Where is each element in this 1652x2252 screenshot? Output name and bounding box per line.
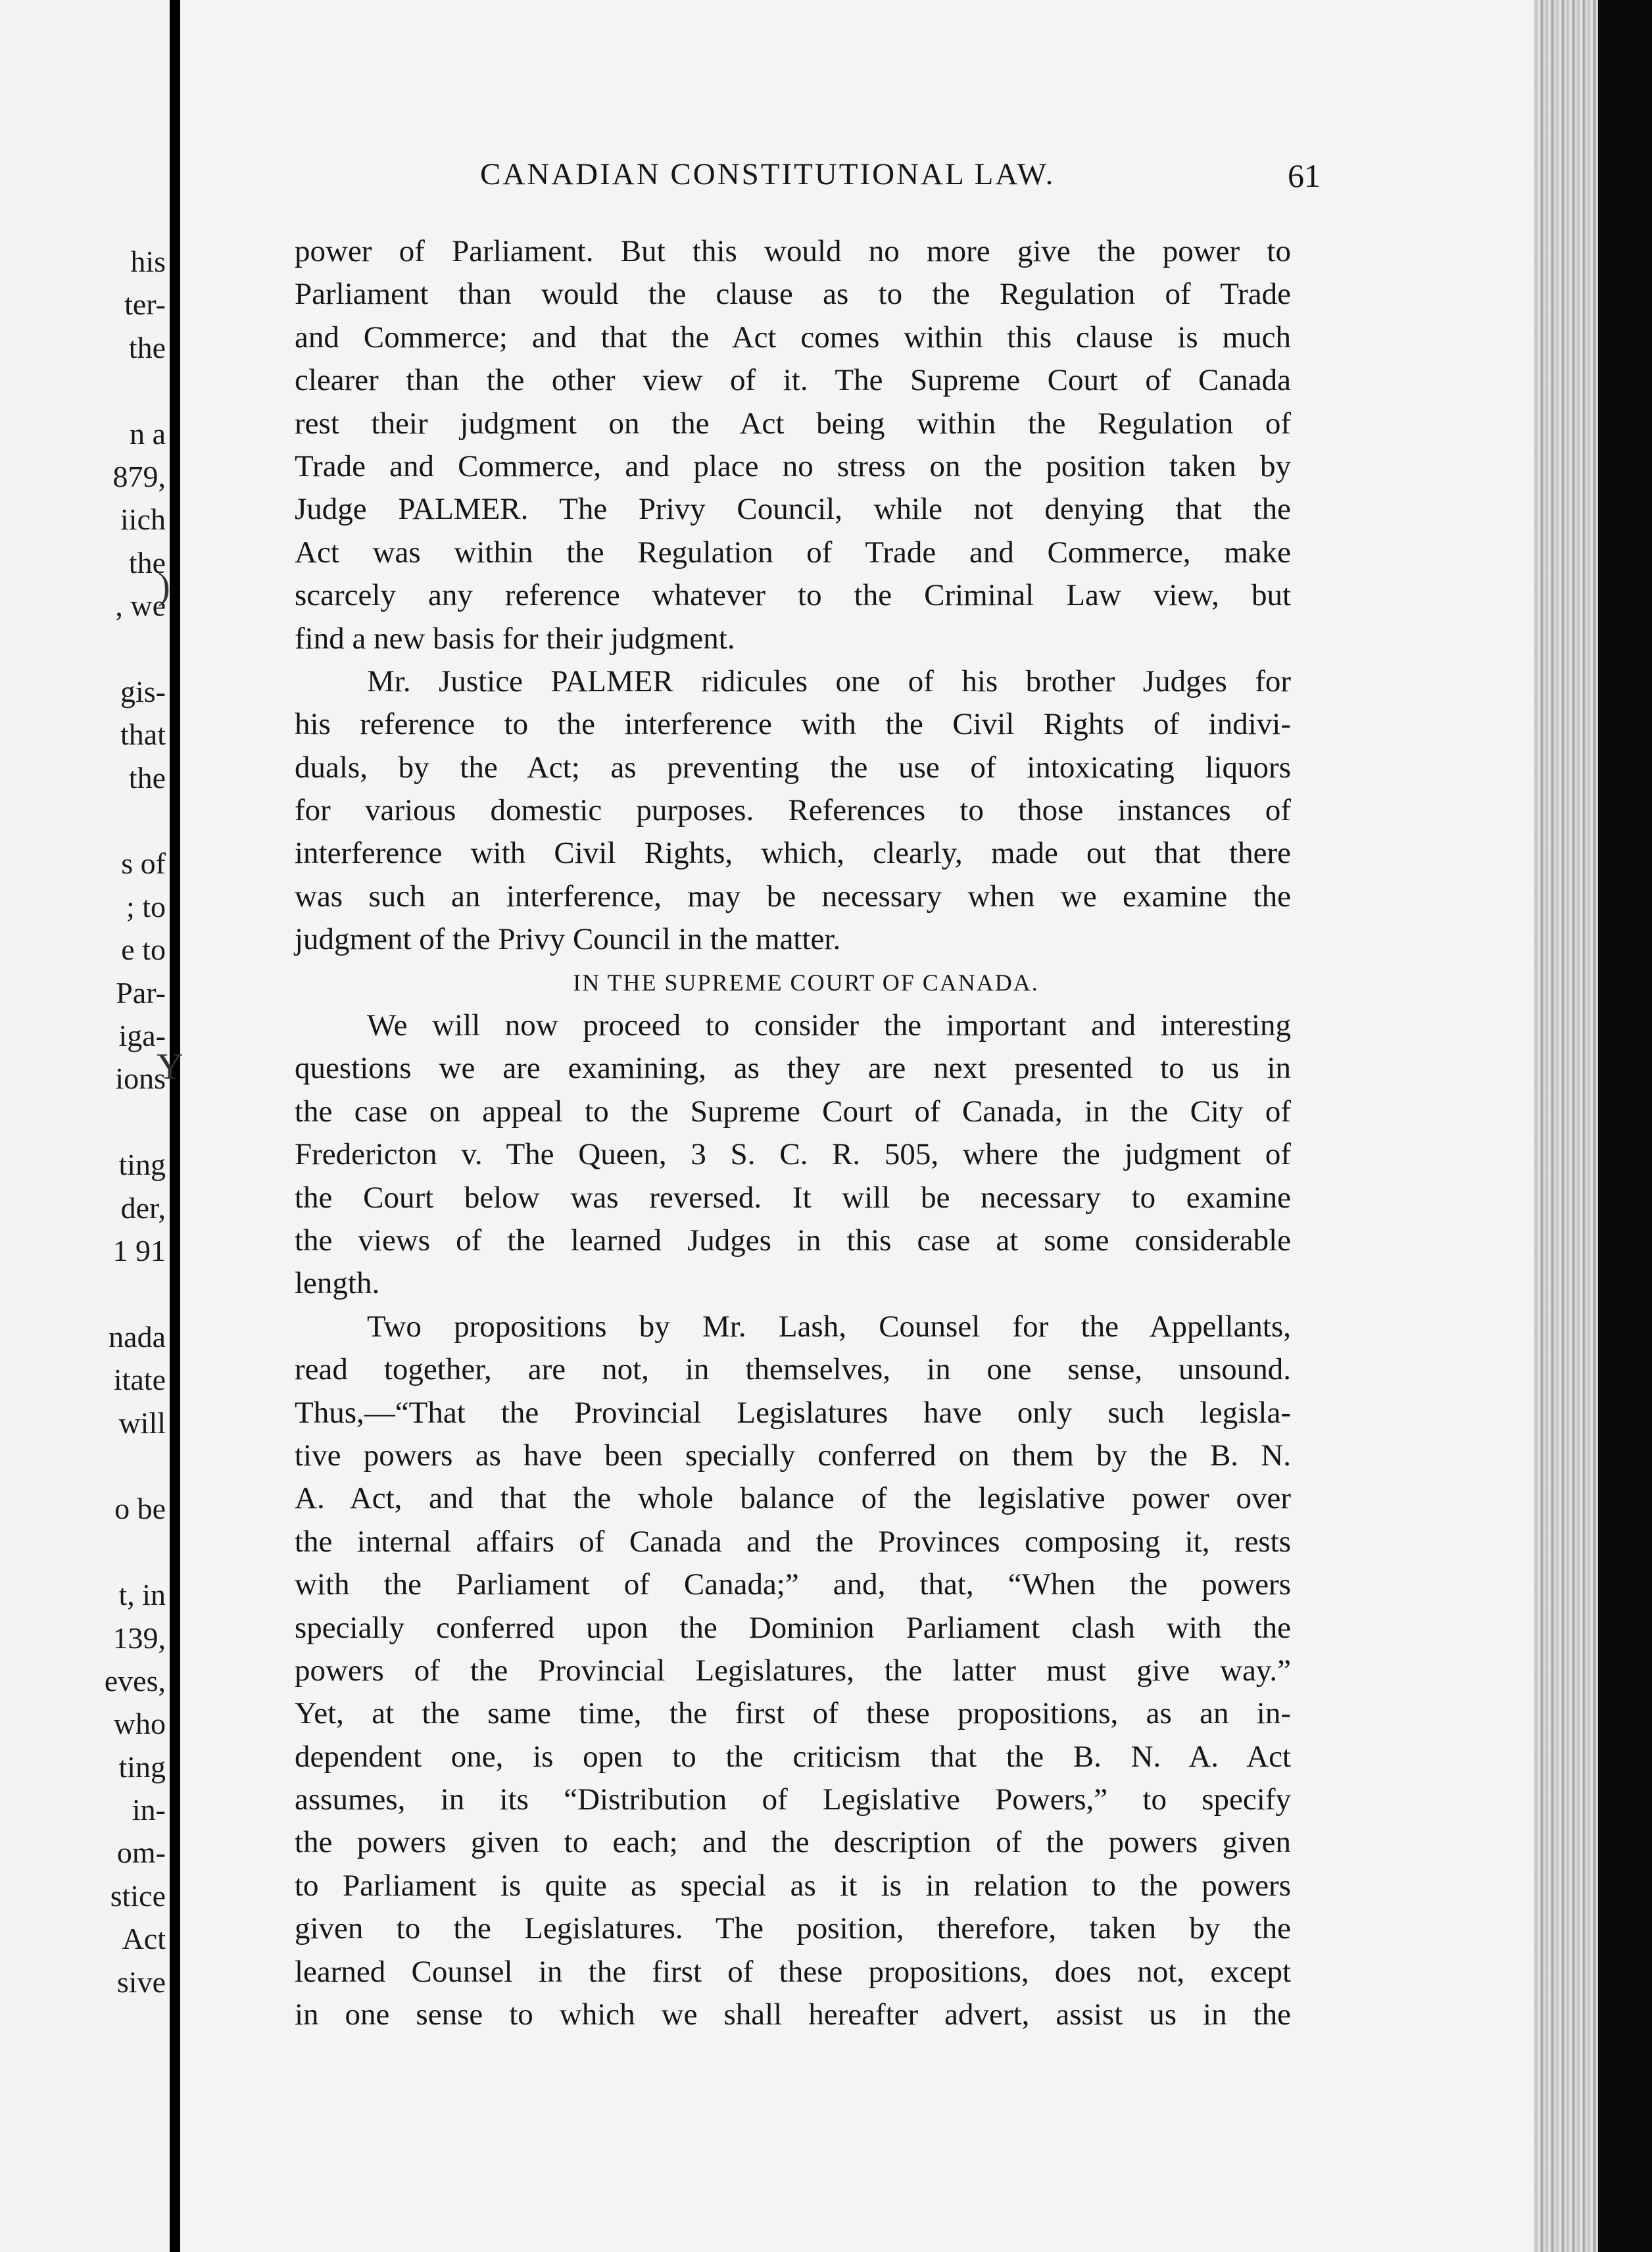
left-page-fragment [1,1444,166,1487]
text-line: was such an interference, may be necessary when we examine the [295,879,1291,914]
text-line: find a new basis for their judgment. [295,621,735,656]
left-page-fragment: 879, [112,459,166,493]
text-line: We will now proceed to consider the important and interesting [367,1008,1291,1043]
left-page-fragment: 1 91 [112,1233,166,1267]
text-line: duals, by the Act; as preventing the use of intoxicating liquors [295,750,1291,785]
left-page-fragment [1,1100,166,1143]
section-heading: IN THE SUPREME COURT OF CANADA. [573,969,1039,996]
text-line: read together, are not, in themselves, in one sense, unsound. [295,1352,1291,1387]
left-page-fragment: ; to [126,889,166,923]
left-page-fragment: t, in [118,1578,166,1612]
text-line: Mr. Justice PALMER ridicules one of his brother Judges for [367,664,1291,698]
left-page-fragment: ting [118,1148,166,1182]
left-page-fragment [1,627,166,670]
left-page-fragment: who [113,1707,166,1741]
text-line: and Commerce; and that the Act comes within this clause is much [295,320,1291,355]
text-line: power of Parliament. But this would no more give the power to [295,234,1291,268]
left-page-fragment [1,369,166,412]
text-line: powers of the Provincial Legislatures, the latter must give way.” [295,1653,1291,1688]
left-page-fragment: that [120,718,166,752]
text-line: Judge PALMER. The Privy Council, while not denying that the [295,492,1291,527]
left-page-fragment: ions [115,1062,166,1096]
left-page-fragment: o be [114,1492,166,1526]
left-page-fragment: eves, [104,1663,166,1698]
text-line: Thus,—“That the Provincial Legislatures have only such legisla- [295,1395,1291,1430]
left-page-fragment: the [128,760,166,795]
left-page-fragment: the [128,545,166,579]
text-line: with the Parliament of Canada;” and, that, “When the powers [295,1567,1291,1602]
text-line: length. [295,1266,380,1301]
text-line: given to the Legislatures. The position, therefore, taken by the [295,1911,1291,1946]
left-page-fragment: will [118,1406,166,1440]
left-page-fragment: n a [130,416,166,451]
text-line: Two propositions by Mr. Lash, Counsel for the Appellants, [367,1309,1291,1344]
text-line: interference with Civil Rights, which, clearly, made out that there [295,836,1291,871]
body-text [295,230,1291,2036]
text-line: tive powers as have been specially conferred on them by the B. N. [295,1438,1291,1473]
text-line: learned Counsel in the first of these propositions, does not, except [295,1954,1291,1989]
left-page-fragment: e to [121,933,166,967]
text-line: for various domestic purposes. References to those instances of [295,793,1291,828]
binding-mark-icon: Y [157,1046,183,1087]
text-line: assumes, in its “Distribution of Legislative Powers,” to specify [295,1782,1291,1817]
text-line: the Court below was reversed. It will be necessary to examine [295,1180,1291,1215]
left-page-fragment: nada [109,1319,166,1354]
left-page-fragment [1,799,166,842]
text-line: in one sense to which we shall hereafter advert, assist us in the [295,1997,1291,2032]
text-line: clearer than the other view of it. The Supreme Court of Canada [295,363,1291,398]
text-line: his reference to the interference with the Civil Rights of indivi- [295,707,1291,742]
scan-border [1598,0,1652,2252]
text-line: specially conferred upon the Dominion Parliament clash with the [295,1610,1291,1645]
text-line: the case on appeal to the Supreme Court of Canada, in the City of [295,1094,1291,1129]
text-line: Parliament than would the clause as to the Regulation of Trade [295,277,1291,312]
left-page-fragment [1,1272,166,1315]
left-page-fragment [1,1530,166,1573]
left-page-fragment: sive [116,1965,166,1999]
text-line: dependent one, is open to the criticism that the B. N. A. Act [295,1739,1291,1774]
text-line: Yet, at the same time, the first of these propositions, as an in- [295,1696,1291,1731]
text-line: judgment of the Privy Council in the matter. [295,922,841,957]
left-page-fragment: stice [110,1878,166,1913]
left-page-fragment: ting [118,1750,166,1784]
left-page-fragment: iga- [118,1019,166,1053]
text-line: to Parliament is quite as special as it is in relation to the powers [295,1868,1291,1903]
left-page-fragment: iich [120,502,166,537]
left-page-fragment: Act [122,1922,166,1956]
left-page-fragment: gis- [120,674,166,708]
left-page-fragment: om- [116,1836,166,1870]
left-facing-page [0,0,170,2252]
left-page-fragment: ter- [124,287,166,322]
text-line: questions we are examining, as they are next presented to us in [295,1051,1291,1086]
text-line: A. Act, and that the whole balance of the legislative power over [295,1481,1291,1516]
left-page-fragment: s of [121,846,166,881]
left-page-text-fragments [1,240,166,2003]
left-page-fragment: the [128,330,166,364]
left-page-fragment: itate [113,1363,166,1397]
left-page-fragment: , we [115,589,166,623]
text-line: Trade and Commerce, and place no stress on the position taken by [295,449,1291,483]
text-line: the powers given to each; and the description of the powers given [295,1825,1291,1860]
left-page-fragment: Par- [116,975,166,1010]
text-line: Fredericton v. The Queen, 3 S. C. R. 505, where the judgment of [295,1137,1291,1172]
text-line: scarcely any reference whatever to the Criminal Law view, but [295,578,1291,613]
left-page-fragment: in- [132,1793,166,1827]
text-line: the internal affairs of Canada and the Provinces composing it, rests [295,1524,1291,1559]
running-title: CANADIAN CONSTITUTIONAL LAW. [480,157,1056,191]
binding-mark-icon: ) [158,566,170,607]
left-page-fragment: 139, [112,1621,166,1655]
text-line: rest their judgment on the Act being within the Regulation of [295,406,1291,441]
text-line: Act was within the Regulation of Trade and Commerce, make [295,535,1291,570]
text-line: the views of the learned Judges in this case at some considerable [295,1223,1291,1258]
page-number: 61 [1288,157,1321,194]
left-page-fragment: his [130,245,166,278]
left-page-fragment: der, [120,1190,166,1225]
book-gutter [170,0,180,2252]
